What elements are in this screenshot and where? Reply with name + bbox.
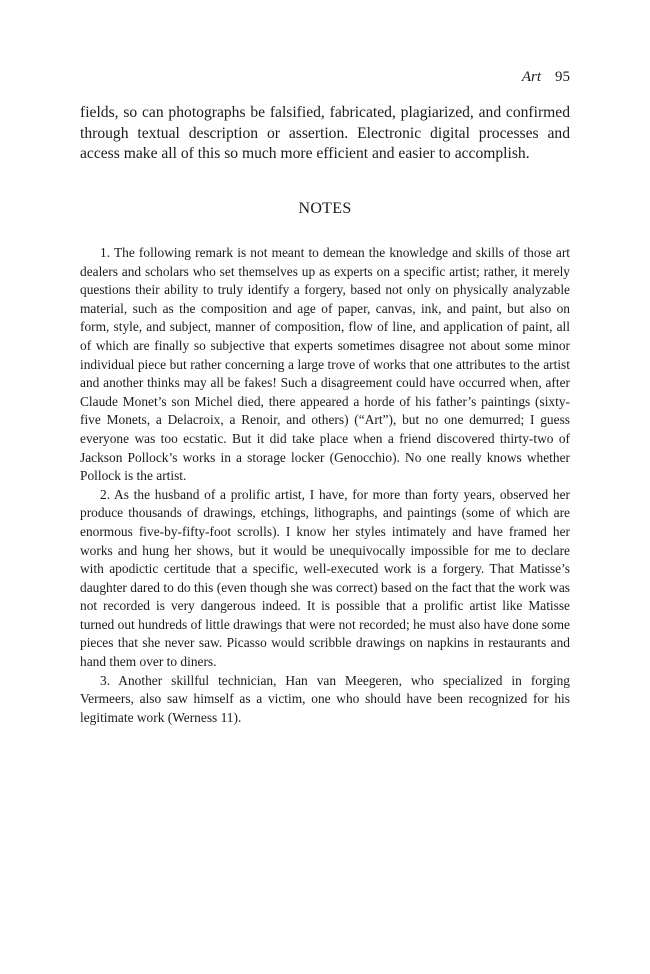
- page-number: 95: [555, 69, 570, 85]
- note-3: 3. Another skillful technician, Han van Meegeren, who specialized in forging Vermeers, also saw himself as a victim, one who should have been recognized for his legitimate work (Werness 11).: [80, 672, 570, 725]
- note-2: 2. As the husband of a prolific artist, I have, for more than forty years, observed her produce thousands of drawings, etchings, lithographs, and paintings (some of which are enormous five-by-fifty-foot scrolls). I know her styles intimately and have framed her works and hung her shows, but it would be unequivocally impossible for me to declare with apodictic certitude that a specific, well-executed work is a forgery. That Matisse’s daughter dared to do this (even though she was correct) based on the fact that the work was not recorded is very dangerous indeed. It is possible that a prolific artist like Matisse turned out hundreds of little drawings that were not recorded; he must also have done some pieces that she never saw. Picasso would scribble drawings on napkins in restaurants and hand them over to diners.: [80, 486, 570, 670]
- notes-heading: NOTES: [298, 200, 352, 217]
- body-paragraph: fields, so can photographs be falsified, fabricated, plagiarized, and confirmed through textual description or assertion. Electronic digital processes and access make all of this so much more efficient and easier to accomplish.: [80, 104, 570, 162]
- running-head-section: Art: [521, 69, 541, 85]
- notes-list: [80, 244, 570, 727]
- running-head: [522, 68, 570, 86]
- note-1: 1. The following remark is not meant to demean the knowledge and skills of those art dealers and scholars who set themselves up as experts on a specific artist; rather, it merely questions their ability to truly identify a forgery, based not only on physically analyzable material, such as the composition and age of paper, canvas, ink, and paint, but also on form, style, and subject, manner of composition, flow of line, and application of paint, all of which are finally so subjective that experts sometimes disagree not about some minor individual piece but rather concerning a large trove of works that one attributes to the artist and another thinks may all be fakes! Such a disagreement could have occurred when, after Claude Monet’s son Michel died, there appeared a horde of his father’s paintings (sixty-five Monets, a Delacroix, a Renoir, and others) (“Art”), but no one demurred; I guess everyone was too ecstatic. But it did take place when a friend discovered thirty-two of Jackson Pollock’s works in a storage locker (Genocchio). No one really knows whether Pollock is the artist.: [80, 245, 570, 484]
